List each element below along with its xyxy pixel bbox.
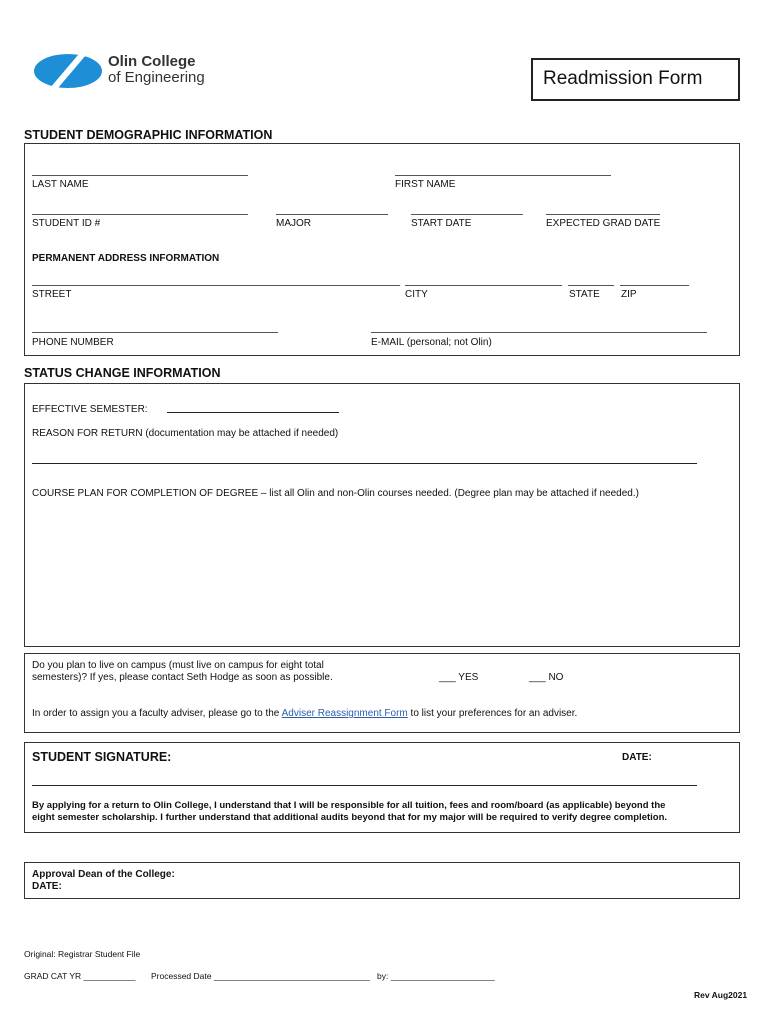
zip-label: ZIP xyxy=(621,289,637,300)
olin-logo xyxy=(34,52,214,92)
footer-revision: Rev Aug2021 xyxy=(694,990,748,1000)
signature-statement-line2: eight semester scholarship. I further understand that additional audits beyond that for my major will be required to verify degree completion. xyxy=(32,812,668,823)
city-label: CITY xyxy=(405,289,428,300)
student-id-field[interactable] xyxy=(32,214,248,215)
footer-processed-date: Processed Date _________________________________ xyxy=(151,971,370,981)
course-plan-area[interactable] xyxy=(32,506,732,640)
footer-grad-cat: GRAD CAT YR ___________ xyxy=(24,971,136,981)
street-label: STREET xyxy=(32,289,72,300)
footer-by: by: ______________________ xyxy=(377,971,495,981)
approval-box xyxy=(24,862,740,899)
last-name-field[interactable] xyxy=(32,175,248,176)
expected-grad-date-field[interactable] xyxy=(546,214,660,215)
street-field[interactable] xyxy=(32,285,400,286)
effective-semester-field[interactable] xyxy=(167,412,339,413)
signature-statement-line1: By applying for a return to Olin College, I understand that I will be responsible for all tuition, fees and room/board (as applicable) beyond the xyxy=(32,800,666,811)
approval-date-label: DATE: xyxy=(32,881,62,892)
adviser-text-after: to list your preferences for an adviser. xyxy=(410,708,578,719)
adviser-text xyxy=(32,708,577,719)
signature-date-label: DATE: xyxy=(622,752,652,763)
expected-grad-date-label: EXPECTED GRAD DATE xyxy=(546,218,661,229)
campus-yes-option[interactable]: ___ YES xyxy=(439,672,479,683)
campus-question-line2: semesters)? If yes, please contact Seth Hodge as soon as possible. xyxy=(32,672,333,683)
footer-original: Original: Registrar Student File xyxy=(24,949,141,959)
campus-question-line1: Do you plan to live on campus (must live on campus for eight total xyxy=(32,660,324,671)
state-field[interactable] xyxy=(568,285,614,286)
zip-field[interactable] xyxy=(620,285,689,286)
campus-no-option[interactable]: ___ NO xyxy=(529,672,564,683)
olin-logo-mark-icon xyxy=(34,52,104,90)
signature-field[interactable] xyxy=(32,785,697,786)
logo-line1: Olin College xyxy=(108,53,196,70)
first-name-label: FIRST NAME xyxy=(395,179,456,190)
city-field[interactable] xyxy=(405,285,562,286)
form-title-box xyxy=(531,58,740,101)
adviser-reassignment-link[interactable]: Adviser Reassignment Form xyxy=(281,708,408,719)
reason-field[interactable] xyxy=(32,463,697,464)
start-date-field[interactable] xyxy=(411,214,523,215)
effective-semester-label: EFFECTIVE SEMESTER: xyxy=(32,404,148,415)
demographic-heading: STUDENT DEMOGRAPHIC INFORMATION xyxy=(24,128,273,142)
email-field[interactable] xyxy=(371,332,707,333)
first-name-field[interactable] xyxy=(395,175,611,176)
major-label: MAJOR xyxy=(276,218,311,229)
email-label: E-MAIL (personal; not Olin) xyxy=(371,337,492,348)
phone-field[interactable] xyxy=(32,332,278,333)
logo-line2: of Engineering xyxy=(108,69,205,86)
phone-label: PHONE NUMBER xyxy=(32,337,114,348)
signature-heading: STUDENT SIGNATURE: xyxy=(32,750,172,764)
reason-label: REASON FOR RETURN (documentation may be attached if needed) xyxy=(32,428,339,439)
student-id-label: STUDENT ID # xyxy=(32,218,101,229)
form-title: Readmission Form xyxy=(543,68,703,89)
last-name-label: LAST NAME xyxy=(32,179,89,190)
approval-dean-label: Approval Dean of the College: xyxy=(32,869,175,880)
address-heading: PERMANENT ADDRESS INFORMATION xyxy=(32,253,220,264)
course-plan-label: COURSE PLAN FOR COMPLETION OF DEGREE – list all Olin and non-Olin courses needed. (Degree plan may be attached if needed.) xyxy=(32,488,639,499)
major-field[interactable] xyxy=(276,214,388,215)
status-heading: STATUS CHANGE INFORMATION xyxy=(24,366,221,380)
start-date-label: START DATE xyxy=(411,218,472,229)
logo-text xyxy=(108,54,205,86)
state-label: STATE xyxy=(569,289,600,300)
adviser-text-before: In order to assign you a faculty adviser, please go to the xyxy=(32,708,280,719)
